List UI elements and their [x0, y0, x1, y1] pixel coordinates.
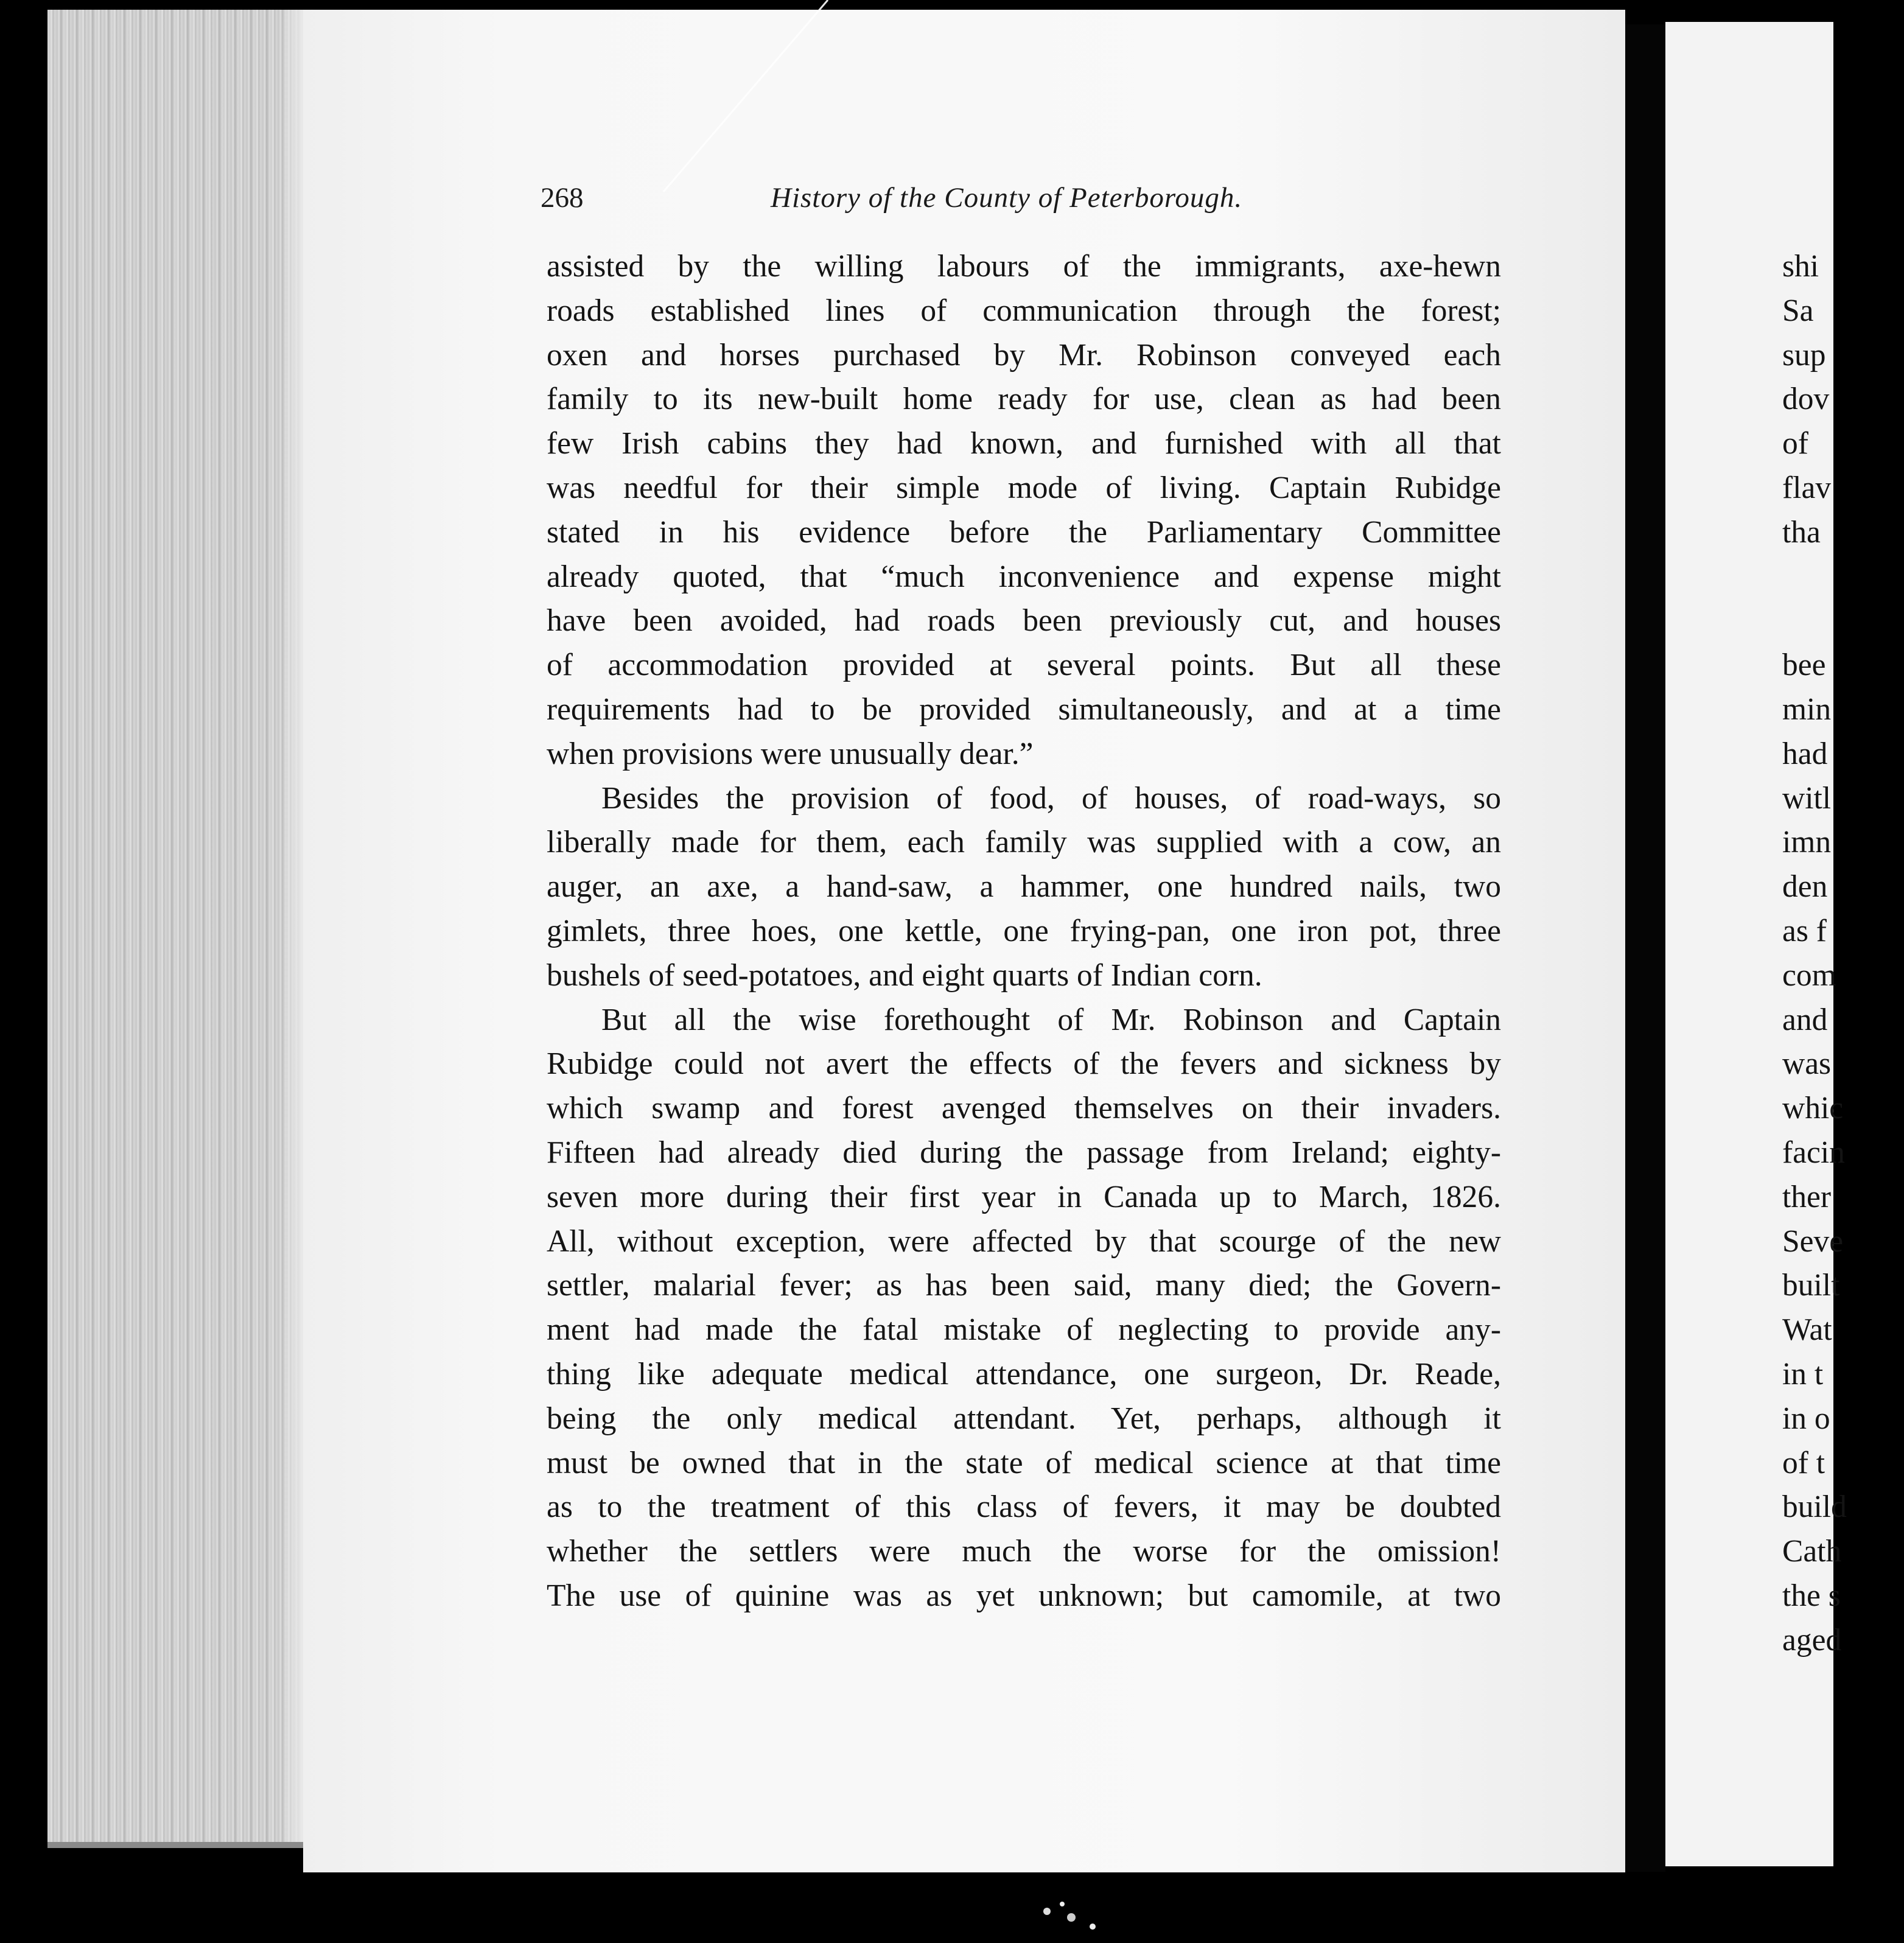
text-fragment: imn: [1782, 825, 1832, 860]
text-line: being the only medical attendant. Yet, perhaps, although it: [547, 1401, 1501, 1436]
text-line: roads established lines of communication through the forest;: [547, 293, 1501, 328]
paragraph-gap: [1782, 555, 1904, 644]
text-fragment: tha: [1782, 514, 1821, 550]
text-fragment: built: [1782, 1268, 1840, 1303]
text-fragment: in o: [1782, 1401, 1830, 1436]
text-fragment: was: [1782, 1046, 1832, 1082]
text-line: stated in his evidence before the Parliamentary Committee: [547, 514, 1501, 550]
text-fragment: of: [1782, 426, 1808, 461]
book-gutter: [1625, 24, 1665, 1872]
text-line: was needful for their simple mode of living. Captain Rubidge: [547, 470, 1501, 505]
text-fragment: ther: [1782, 1179, 1832, 1214]
body-text: [547, 245, 1501, 1619]
book-title-header: History of the County of Peterborough.: [771, 182, 1243, 214]
text-line: ment had made the fatal mistake of neglecting to provide any-: [547, 1312, 1501, 1348]
text-fragment: shi: [1782, 249, 1819, 284]
text-line: oxen and horses purchased by Mr. Robinson conveyed each: [547, 337, 1501, 373]
text-line: Fifteen had already died during the passage from Ireland; eighty-: [547, 1135, 1501, 1170]
text-line: seven more during their first year in Canada up to March, 1826.: [547, 1179, 1501, 1214]
text-line: The use of quinine was as yet unknown; but camomile, at two: [547, 1578, 1501, 1613]
text-fragment: whic: [1782, 1091, 1844, 1126]
text-line: must be owned that in the state of medical science at that time: [547, 1445, 1501, 1480]
text-line: assisted by the willing labours of the immigrants, axe-hewn: [547, 249, 1501, 284]
text-fragment: flav: [1782, 470, 1832, 505]
text-fragment: build: [1782, 1490, 1847, 1525]
dust-specks: [1035, 1893, 1108, 1936]
text-line: family to its new-built home ready for use, clean as had been: [547, 382, 1501, 417]
text-fragment: of t: [1782, 1445, 1825, 1480]
text-fragment: Sa: [1782, 293, 1814, 328]
text-fragment: sup: [1782, 337, 1826, 373]
text-fragment: in t: [1782, 1356, 1824, 1392]
text-line: as to the treatment of this class of fevers, it may be doubted: [547, 1490, 1501, 1525]
text-line: thing like adequate medical attendance, one surgeon, Dr. Reade,: [547, 1356, 1501, 1392]
text-line: settler, malarial fever; as has been said, many died; the Govern-: [547, 1268, 1501, 1303]
text-line: Rubidge could not avert the effects of the fevers and sickness by: [547, 1046, 1501, 1082]
paragraph-start-line: But all the wise forethought of Mr. Robinson and Captain: [601, 1002, 1501, 1037]
text-fragment: had: [1782, 736, 1828, 771]
text-line: bushels of seed-potatoes, and eight quarts of Indian corn.: [547, 957, 1262, 993]
text-fragment: and: [1782, 1002, 1828, 1037]
text-line: requirements had to be provided simultaneously, and at a time: [547, 691, 1501, 727]
text-line: whether the settlers were much the worse for the omission!: [547, 1534, 1501, 1569]
text-fragment: Seve: [1782, 1224, 1844, 1259]
text-line: already quoted, that “much inconvenience and expense might: [547, 559, 1501, 594]
right-book-page: [1665, 22, 1847, 1866]
film-scratch-mark: [657, 0, 840, 195]
text-fragment: witl: [1782, 780, 1832, 816]
text-line: few Irish cabins they had known, and furnished with all that: [547, 426, 1501, 461]
text-line: which swamp and forest avenged themselves on their invaders.: [547, 1091, 1501, 1126]
text-line: gimlets, three hoes, one kettle, one frying-pan, one iron pot, three: [547, 913, 1501, 948]
text-fragment: dov: [1782, 382, 1830, 417]
text-fragment: as f: [1782, 913, 1827, 948]
text-fragment: the s: [1782, 1578, 1841, 1613]
text-line: auger, an axe, a hand-saw, a hammer, one hundred nails, two: [547, 869, 1501, 905]
text-fragment: facin: [1782, 1135, 1845, 1170]
text-fragment: com: [1782, 957, 1836, 993]
page-number: 268: [541, 182, 584, 214]
stacked-page-edges: [47, 10, 303, 1848]
text-line: have been avoided, had roads been previously cut, and houses: [547, 603, 1501, 639]
text-fragment: min: [1782, 691, 1832, 727]
text-line: liberally made for them, each family was supplied with a cow, an: [547, 825, 1501, 860]
text-line: All, without exception, were affected by that scourge of the new: [547, 1224, 1501, 1259]
text-fragment: bee: [1782, 648, 1826, 683]
text-fragment: Wat: [1782, 1312, 1832, 1348]
right-page-fragments: [1782, 245, 1904, 1663]
text-fragment: aged: [1782, 1622, 1842, 1658]
paragraph-start-line: Besides the provision of food, of houses, of road-ways, so: [601, 780, 1501, 816]
text-line: of accommodation provided at several points. But all these: [547, 648, 1501, 683]
text-fragment: Cath: [1782, 1534, 1842, 1569]
running-head: [541, 181, 1295, 224]
text-line: when provisions were unusually dear.”: [547, 736, 1034, 771]
text-fragment: den: [1782, 869, 1828, 905]
